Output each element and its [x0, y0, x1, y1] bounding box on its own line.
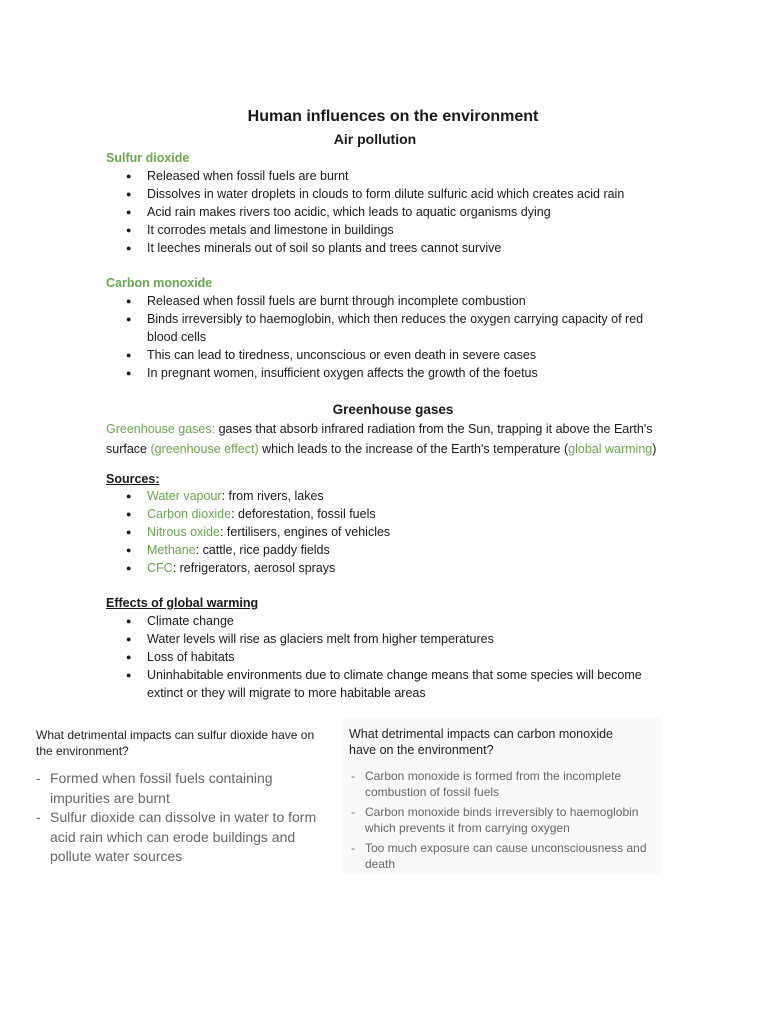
list-item: ● Released when fossil fuels are burnt — [106, 167, 666, 185]
greenhouse-definition — [106, 419, 686, 459]
effects-list — [106, 612, 666, 702]
list-item: ● Dissolves in water droplets in clouds to form dilute sulfuric acid which creates acid rain — [106, 185, 666, 203]
sources-heading: Sources: — [106, 472, 160, 486]
list-item — [106, 505, 666, 523]
list-item: ● It leeches minerals out of soil so plants and trees cannot survive — [106, 239, 666, 257]
source-term: CFC — [147, 561, 173, 575]
answer-item: - Sulfur dioxide can dissolve in water to form acid rain which can erode buildings and pollute water sources — [34, 808, 319, 867]
answer-list — [28, 769, 319, 867]
page-title: Human influences on the environment — [247, 108, 539, 125]
answer-item: - Too much exposure can cause unconsciousness and death — [349, 840, 649, 872]
source-term: Nitrous oxide — [147, 525, 220, 539]
list-item: ● It corrodes metals and limestone in buildings — [106, 221, 666, 239]
greenhouse-effect-term: (greenhouse effect) — [150, 442, 259, 456]
carbon-monoxide-heading: Carbon monoxide — [106, 276, 213, 290]
global-warming-term: global warming — [568, 442, 653, 456]
source-text: : deforestation, fossil fuels — [231, 507, 376, 521]
list-item: ● Loss of habitats — [106, 648, 666, 666]
sources-list — [106, 487, 666, 577]
effects-heading: Effects of global warming — [106, 596, 259, 610]
greenhouse-term: Greenhouse gases: — [106, 422, 216, 436]
question-card-carbon-monoxide — [343, 718, 661, 874]
source-text: : cattle, rice paddy fields — [195, 543, 330, 557]
list-item: ● This can lead to tiredness, unconscious or even death in severe cases — [106, 346, 666, 364]
definition-text: which leads to the increase of the Earth's temperature ( — [258, 442, 569, 456]
sulfur-dioxide-list — [106, 167, 666, 257]
list-item — [106, 541, 666, 559]
definition-text: ) — [652, 442, 657, 456]
question-card-sulfur — [28, 720, 328, 870]
greenhouse-heading: Greenhouse gases — [332, 402, 454, 417]
source-text: : fertilisers, engines of vehicles — [219, 525, 391, 539]
list-item — [106, 487, 666, 505]
sulfur-dioxide-heading: Sulfur dioxide — [106, 151, 190, 165]
answer-list — [343, 768, 649, 872]
answer-item: - Formed when fossil fuels containing impurities are burnt — [34, 769, 319, 808]
list-item — [106, 559, 666, 577]
answer-item: - Carbon monoxide is formed from the incomplete combustion of fossil fuels — [349, 768, 649, 800]
list-item: ● Released when fossil fuels are burnt through incomplete combustion — [106, 292, 666, 310]
page-subtitle: Air pollution — [333, 131, 417, 147]
source-term: Carbon dioxide — [147, 507, 232, 521]
list-item: ● In pregnant women, insufficient oxygen affects the growth of the foetus — [106, 364, 666, 382]
source-term: Methane — [147, 543, 196, 557]
question-text: What detrimental impacts can carbon monoxide have on the environment? — [349, 727, 614, 757]
source-term: Water vapour — [147, 489, 222, 503]
question-text: What detrimental impacts can sulfur dioxide have on the environment? — [36, 728, 315, 758]
list-item — [106, 523, 666, 541]
source-text: : refrigerators, aerosol sprays — [172, 561, 336, 575]
list-item: ● Climate change — [106, 612, 666, 630]
list-item: ● Acid rain makes rivers too acidic, which leads to aquatic organisms dying — [106, 203, 666, 221]
source-text: : from rivers, lakes — [221, 489, 324, 503]
list-item: ● Binds irreversibly to haemoglobin, which then reduces the oxygen carrying capacity of red blood cells — [106, 310, 666, 346]
definition-text: gases that absorb infrared radiation from the Sun, trapping it above the Earth's surface — [106, 422, 653, 456]
answer-item: - Carbon monoxide binds irreversibly to haemoglobin which prevents it from carrying oxygen — [349, 804, 649, 836]
carbon-monoxide-list — [106, 292, 666, 382]
list-item: ● Water levels will rise as glaciers melt from higher temperatures — [106, 630, 666, 648]
list-item: ● Uninhabitable environments due to climate change means that some species will become extinct or they will migrate to more habitable areas — [106, 666, 666, 702]
